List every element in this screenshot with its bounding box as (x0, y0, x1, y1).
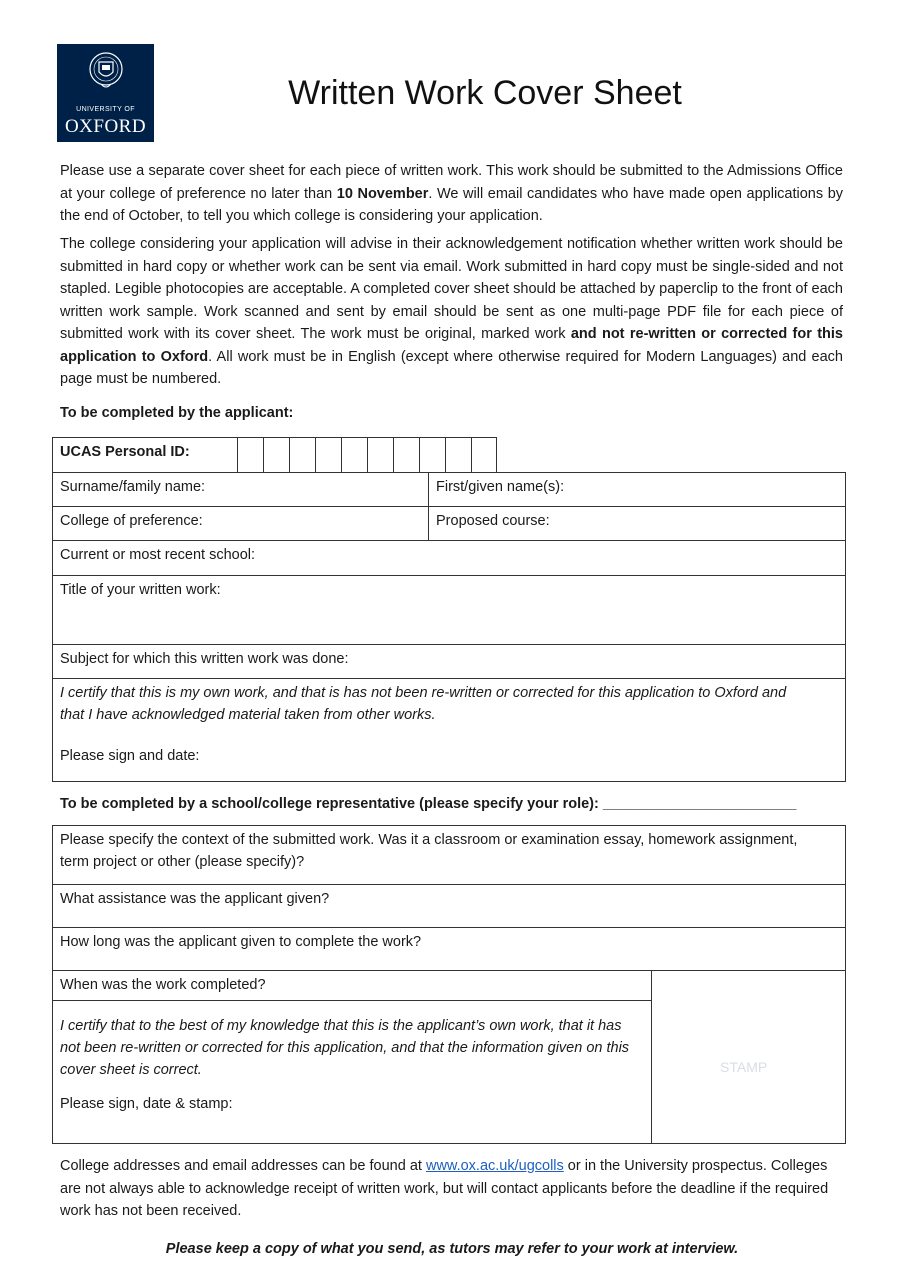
applicant-certification-field[interactable] (52, 678, 846, 782)
footer-note: Please keep a copy of what you send, as tutors may refer to your work at interview. (165, 1241, 739, 1257)
closing-text-b: or in the University prospectus. Colleges are not always able to acknowledge receipt of written work, but will contact applicants before the deadline if the required work has not been received. (60, 1158, 829, 1219)
ucas-id-digit-box[interactable] (445, 437, 471, 472)
college-preference-label: College of preference: (60, 513, 203, 529)
work-context-question: Please specify the context of the submitted work. Was it a classroom or examination essay, homework assignment, term project or other (please specify)? (60, 832, 798, 870)
applicant-certification-text: I certify that this is my own work, and that is has not been re-written or corrected for this application to Oxford and that I have acknowledged material taken from other works. (60, 685, 787, 723)
school-section-heading: To be completed by a school/college representative (please specify your role): ________________________ (60, 796, 797, 812)
subject-field[interactable] (52, 644, 846, 678)
completion-date-question: When was the work completed? (60, 977, 266, 993)
proposed-course-field[interactable] (428, 506, 846, 540)
ucas-id-digit-box[interactable] (289, 437, 315, 472)
work-title-label: Title of your written work: (60, 582, 221, 598)
ucas-id-digit-box[interactable] (393, 437, 419, 472)
firstname-field[interactable] (428, 472, 846, 506)
completion-date-field[interactable] (52, 970, 652, 1000)
ucas-id-digit-box[interactable] (367, 437, 393, 472)
logo-university-text: UNIVERSITY OF (76, 106, 135, 113)
school-sign-label: Please sign, date & stamp: (60, 1096, 233, 1112)
closing-text-a: College addresses and email addresses can be found at (60, 1158, 426, 1174)
time-given-question: How long was the applicant given to complete the work? (60, 934, 422, 950)
applicant-sign-label: Please sign and date: (60, 748, 200, 764)
ucas-id-digit-box[interactable] (263, 437, 289, 472)
intro-paragraph-2 (60, 233, 843, 391)
intro-p1-text-b: . We will email candidates who have made open applications by the end of October, to tell you which college is considering your application. (60, 185, 844, 224)
intro-p1-text-a: Please use a separate cover sheet for each piece of written work. This work should be submitted to the Admissions Office at your college of preference no later than (60, 163, 843, 202)
work-title-field[interactable] (52, 575, 846, 644)
time-given-field[interactable] (52, 927, 846, 970)
work-context-field[interactable] (52, 825, 846, 884)
stamp-area-label: STAMP (720, 1059, 768, 1075)
intro-p2-text-a: The college considering your application will advise in their acknowledgement notification whether written work should be submitted in hard copy or whether work can be sent via email. Work submitted in hard copy must be single-sided and not stapled. Legible photocopies are acceptable. A completed cover sheet should be attached by paperclip to the front of each written work sample. Work scanned and sent by email should be sent as one multi-page PDF file for each piece of submitted work with its cover sheet. The work must be original, marked work (60, 236, 843, 342)
surname-field[interactable] (52, 472, 428, 506)
intro-p2-emphasis: and not re-written or corrected for this application to Oxford (60, 326, 843, 365)
school-label: Current or most recent school: (60, 547, 256, 563)
school-certification-field[interactable] (52, 1011, 652, 1143)
ucas-id-digit-box[interactable] (315, 437, 341, 472)
assistance-question: What assistance was the applicant given? (60, 891, 330, 907)
intro-p2-text-b: . All work must be in English (except where otherwise required for Modern Languages) and each page must be numbered. (60, 348, 843, 387)
surname-label: Surname/family name: (60, 479, 206, 495)
ucas-id-label: UCAS Personal ID: (60, 444, 190, 460)
applicant-section-heading: To be completed by the applicant: (60, 405, 294, 421)
firstname-label: First/given name(s): (436, 479, 565, 495)
assistance-field[interactable] (52, 884, 846, 927)
proposed-course-label: Proposed course: (436, 513, 550, 529)
closing-paragraph (60, 1155, 843, 1223)
page-title: Written Work Cover Sheet (288, 74, 682, 112)
logo-oxford-text: OXFORD (64, 116, 147, 137)
ucas-id-digit-box[interactable] (471, 437, 497, 472)
ucas-id-digit-box[interactable] (419, 437, 445, 472)
colleges-link[interactable]: www.ox.ac.uk/ugcolls (425, 1158, 564, 1174)
crest-icon (87, 50, 125, 94)
row-divider (52, 1000, 652, 1001)
intro-paragraph-1 (60, 160, 843, 228)
intro-p1-deadline: 10 November (336, 185, 429, 202)
subject-label: Subject for which this written work was done: (60, 651, 349, 667)
college-preference-field[interactable] (52, 506, 428, 540)
school-certification-text: I certify that to the best of my knowledge that this is the applicant’s own work, that it has not been re-written or corrected for this application, and that the information given on this cover sheet is correct. (60, 1018, 630, 1078)
ucas-id-digit-box[interactable] (237, 437, 263, 472)
school-field[interactable] (52, 540, 846, 575)
ucas-id-digit-box[interactable] (341, 437, 367, 472)
oxford-logo (57, 44, 154, 142)
